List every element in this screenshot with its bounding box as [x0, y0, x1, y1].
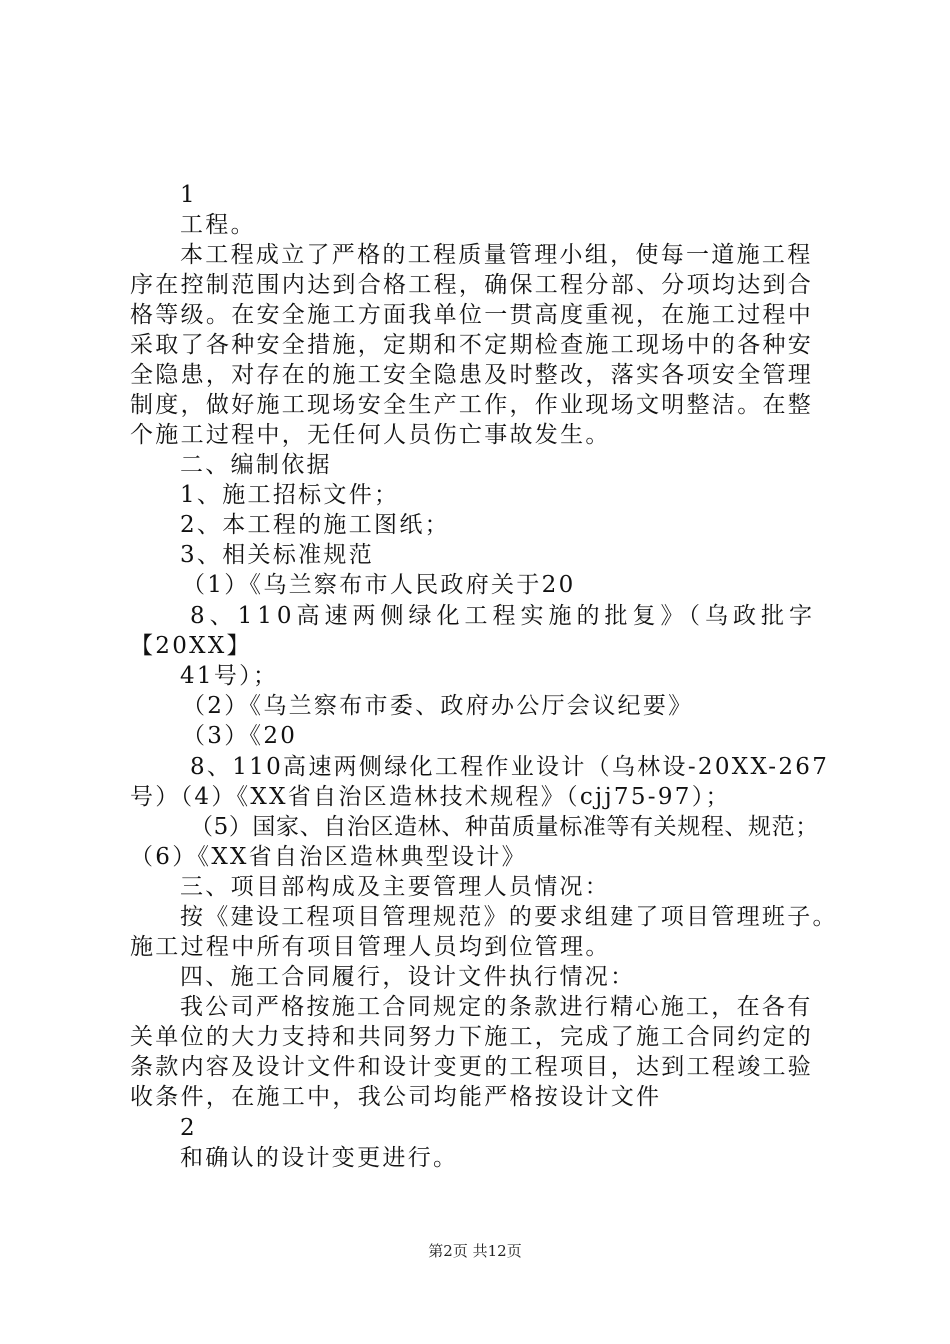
paragraph-line: 序在控制范围内达到合格工程，确保工程分部、分项均达到合 — [130, 272, 814, 298]
section-heading: 三、项目部构成及主要管理人员情况： — [180, 874, 611, 900]
list-item: 41号）； — [180, 663, 279, 689]
paragraph-line: 关单位的大力支持和共同努力下施工，完成了施工合同约定的 — [130, 1024, 814, 1050]
page-footer: 第2页 共12页 — [428, 1242, 522, 1260]
paragraph-line: 格等级。在安全施工方面我单位一贯高度重视，在施工过程中 — [130, 302, 814, 328]
paragraph-line: 按《建设工程项目管理规范》的要求组建了项目管理班子。 — [180, 904, 838, 930]
list-item: （6）《XX省自治区造林典型设计》 — [130, 844, 527, 870]
list-item: 8、110高速两侧绿化工程实施的批复》（乌政批字 — [190, 603, 818, 629]
paragraph-line: 我公司严格按施工合同规定的条款进行精心施工，在各有 — [180, 994, 813, 1020]
paragraph-line: 本工程成立了严格的工程质量管理小组，使每一道施工程 — [180, 242, 813, 268]
paragraph-line: 施工过程中所有项目管理人员均到位管理。 — [130, 934, 611, 960]
paragraph-line: 工程。 — [180, 212, 256, 238]
list-item: （1）《乌兰察布市人民政府关于20 — [182, 572, 576, 598]
paragraph-line: 条款内容及设计文件和设计变更的工程项目，达到工程竣工验 — [130, 1054, 814, 1080]
paragraph-line: 制度，做好施工现场安全生产工作，作业现场文明整洁。在整 — [130, 392, 814, 418]
list-item: 1、施工招标文件； — [180, 482, 400, 508]
paragraph-line: 采取了各种安全措施，定期和不定期检查施工现场中的各种安 — [130, 332, 814, 358]
list-item: （2）《乌兰察布市委、政府办公厅会议纪要》 — [182, 693, 694, 719]
list-item: （3）《20 — [182, 723, 298, 749]
paragraph-line: 收条件，在施工中，我公司均能严格按设计文件 — [130, 1084, 662, 1110]
section-heading: 四、施工合同履行，设计文件执行情况： — [180, 964, 636, 990]
page-marker-1: 1 — [180, 182, 197, 208]
paragraph-line: 和确认的设计变更进行。 — [180, 1145, 459, 1171]
page-marker-2: 2 — [180, 1115, 197, 1141]
list-item: 号）（4）《XX省自治区造林技术规程》（cjj75-97）； — [130, 784, 731, 810]
list-item: （5）国家、自治区造林、种苗质量标准等有关规程、规范； — [190, 814, 819, 840]
list-item: 2、本工程的施工图纸； — [180, 512, 450, 538]
paragraph-line: 全隐患，对存在的施工安全隐患及时整改，落实各项安全管理 — [130, 362, 814, 388]
list-item: 3、相关标准规范 — [180, 542, 375, 568]
section-heading: 二、编制依据 — [180, 452, 332, 478]
paragraph-line: 个施工过程中，无任何人员伤亡事故发生。 — [130, 422, 611, 448]
list-item: 【20XX】 — [130, 633, 252, 659]
list-item: 8、110高速两侧绿化工程作业设计（乌林设-20XX-267 — [190, 754, 830, 780]
